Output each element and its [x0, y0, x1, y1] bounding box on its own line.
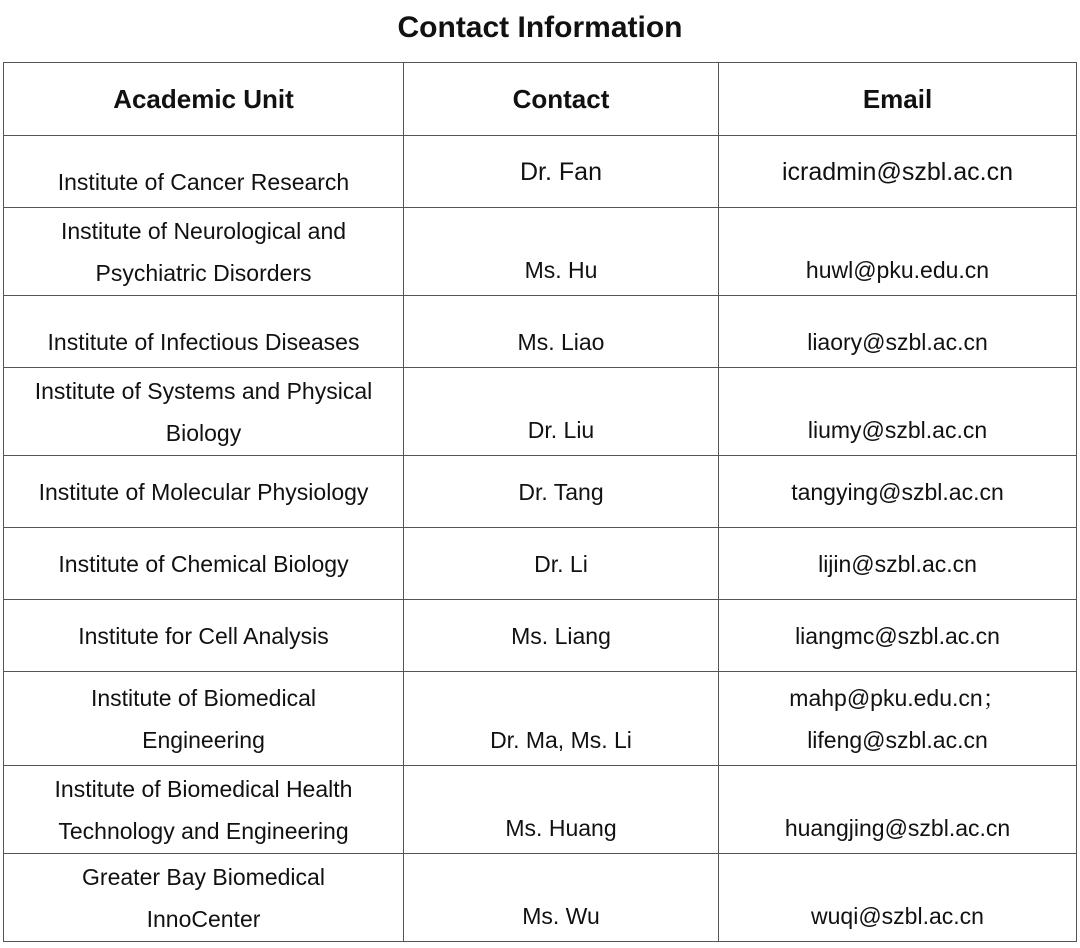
email-cell [719, 296, 1077, 368]
academic-unit-text: Biology [165, 419, 242, 446]
email-link[interactable]: mahp@pku.edu.cn； [789, 684, 1006, 711]
academic-unit-text: Engineering [142, 726, 265, 753]
academic-unit-text: Institute of Neurological and [60, 217, 347, 244]
contact-text: Ms. Liang [511, 622, 611, 649]
academic-unit-cell [4, 136, 404, 208]
contact-cell [404, 528, 719, 600]
column-header-contact: Contact [404, 63, 719, 136]
email-cell [719, 456, 1077, 528]
table-row [4, 600, 1077, 672]
contact-text: Dr. Fan [520, 157, 602, 186]
contact-cell [404, 208, 719, 296]
email-link[interactable]: huwl@pku.edu.cn [805, 257, 990, 283]
academic-unit-cell [4, 528, 404, 600]
academic-unit-cell [4, 368, 404, 456]
academic-unit-cell [4, 208, 404, 296]
column-header-email: Email [719, 63, 1077, 136]
contact-text: Dr. Liu [527, 417, 595, 443]
contact-text: Ms. Hu [524, 257, 598, 283]
academic-unit-text: Institute of Cancer Research [57, 169, 350, 195]
page-title: Contact Information [397, 11, 683, 44]
contact-text: Dr. Ma, Ms. Li [490, 727, 632, 753]
email-link[interactable]: icradmin@szbl.ac.cn [781, 157, 1013, 186]
academic-unit-text: Institute of Molecular Physiology [38, 478, 369, 505]
table-row [4, 456, 1077, 528]
table-row [4, 136, 1077, 208]
academic-unit-text: Technology and Engineering [58, 817, 349, 844]
table-row [4, 208, 1077, 296]
contact-text: Ms. Liao [517, 329, 605, 355]
academic-unit-cell [4, 854, 404, 942]
email-cell [719, 368, 1077, 456]
academic-unit-text: InnoCenter [146, 905, 261, 932]
email-cell [719, 854, 1077, 942]
contact-cell [404, 136, 719, 208]
contact-cell [404, 368, 719, 456]
email-link[interactable]: huangjing@szbl.ac.cn [784, 815, 1011, 841]
email-link[interactable]: lifeng@szbl.ac.cn [807, 726, 988, 753]
academic-unit-cell [4, 600, 404, 672]
academic-unit-text: Institute of Systems and Physical [34, 377, 373, 404]
contact-cell [404, 854, 719, 942]
table-row [4, 528, 1077, 600]
academic-unit-cell [4, 766, 404, 854]
academic-unit-cell [4, 296, 404, 368]
email-cell [719, 672, 1077, 766]
column-header-academic-unit: Academic Unit [4, 63, 404, 136]
contact-text: Dr. Tang [518, 478, 604, 505]
table-row [4, 854, 1077, 942]
email-cell [719, 208, 1077, 296]
email-cell [719, 136, 1077, 208]
email-cell [719, 600, 1077, 672]
email-cell [719, 528, 1077, 600]
table-row [4, 672, 1077, 766]
contact-cell [404, 600, 719, 672]
table-row [4, 368, 1077, 456]
contact-text: Dr. Li [534, 550, 588, 577]
table-header-row [4, 63, 1077, 136]
table-row [4, 766, 1077, 854]
academic-unit-text: Institute of Biomedical [90, 684, 316, 711]
academic-unit-text: Institute of Chemical Biology [58, 550, 349, 577]
email-link[interactable]: liumy@szbl.ac.cn [807, 417, 988, 443]
contact-table [3, 62, 1077, 942]
email-cell [719, 766, 1077, 854]
contact-cell [404, 672, 719, 766]
contact-cell [404, 296, 719, 368]
email-link[interactable]: wuqi@szbl.ac.cn [811, 903, 984, 929]
academic-unit-text: Institute of Biomedical Health [54, 775, 353, 802]
email-link[interactable]: liaory@szbl.ac.cn [807, 329, 988, 355]
academic-unit-cell [4, 456, 404, 528]
academic-unit-text: Greater Bay Biomedical [82, 863, 325, 890]
email-link[interactable]: lijin@szbl.ac.cn [818, 550, 977, 577]
contact-cell [404, 456, 719, 528]
academic-unit-cell [4, 672, 404, 766]
table-row [4, 296, 1077, 368]
academic-unit-text: Psychiatric Disorders [95, 259, 312, 286]
email-link[interactable]: tangying@szbl.ac.cn [791, 478, 1004, 505]
email-link[interactable]: liangmc@szbl.ac.cn [795, 622, 1000, 649]
academic-unit-text: Institute of Infectious Diseases [47, 329, 360, 355]
contact-text: Ms. Huang [505, 815, 617, 841]
academic-unit-text: Institute for Cell Analysis [78, 622, 329, 649]
contact-cell [404, 766, 719, 854]
contact-text: Ms. Wu [522, 903, 600, 929]
